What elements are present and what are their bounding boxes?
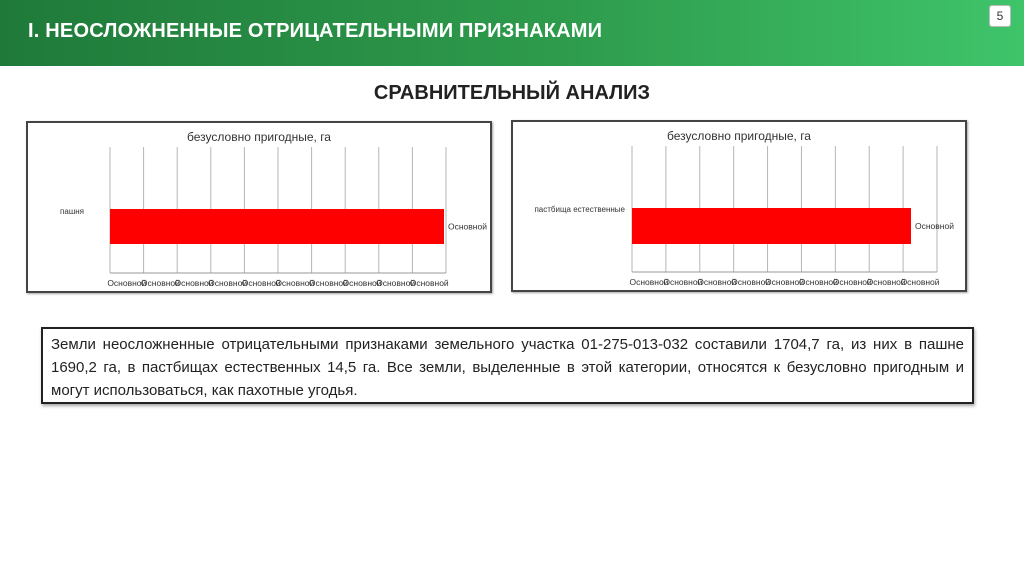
section-title: СРАВНИТЕЛЬНЫЙ АНАЛИЗ (373, 82, 651, 104)
chart-natural-pastures-svg (513, 122, 965, 290)
chart-title: безусловно пригодные, га (667, 129, 811, 143)
x-tick-label: Основной (308, 278, 348, 288)
chart-arable-land (26, 121, 492, 293)
header-bar (0, 0, 1024, 66)
x-tick-label: Основной (275, 278, 315, 288)
x-tick-label: Основной (140, 278, 180, 288)
chart-arable-land-svg (28, 123, 490, 291)
data-label: Основной (448, 221, 487, 232)
x-tick-label: Основной (900, 277, 940, 287)
bar (110, 209, 444, 244)
x-tick-label: Основной (629, 277, 669, 287)
x-tick-label: Основной (731, 277, 771, 287)
x-tick-label: Основной (409, 278, 449, 288)
page-number-badge: 5 (989, 5, 1011, 27)
x-tick-label: Основной (663, 277, 703, 287)
x-tick-label: Основной (866, 277, 906, 287)
category-label: пашня (60, 207, 84, 216)
description-text: Земли неосложненные отрицательными признаками земельного участка 01-275-013-032 составили 1704,7 га, из них в пашне 1690,2 га, в пастбищах естественных 14,5 га. Все земли, выделенные в этой категории, относятся к безусловно пригодным и могут использоваться, как пахотные угодья. (41, 327, 974, 404)
x-tick-label: Основной (832, 277, 872, 287)
x-tick-label: Основной (697, 277, 737, 287)
x-tick-label: Основной (174, 278, 214, 288)
bar (632, 208, 911, 244)
data-label: Основной (915, 221, 954, 231)
x-tick-label: Основной (208, 278, 248, 288)
page-title: I. НЕОСЛОЖНЕННЫЕ ОТРИЦАТЕЛЬНЫМИ ПРИЗНАКАМИ (28, 20, 603, 42)
chart-natural-pastures (511, 120, 967, 292)
x-tick-label: Основной (107, 278, 147, 288)
x-tick-label: Основной (765, 277, 804, 287)
category-label: пастбища естественные (534, 205, 625, 214)
x-tick-label: Основной (376, 278, 416, 288)
x-tick-label: Основной (342, 278, 382, 288)
x-tick-label: Основной (241, 278, 281, 288)
chart-title: безусловно пригодные, га (187, 130, 331, 144)
x-tick-label: Основной (798, 277, 838, 287)
